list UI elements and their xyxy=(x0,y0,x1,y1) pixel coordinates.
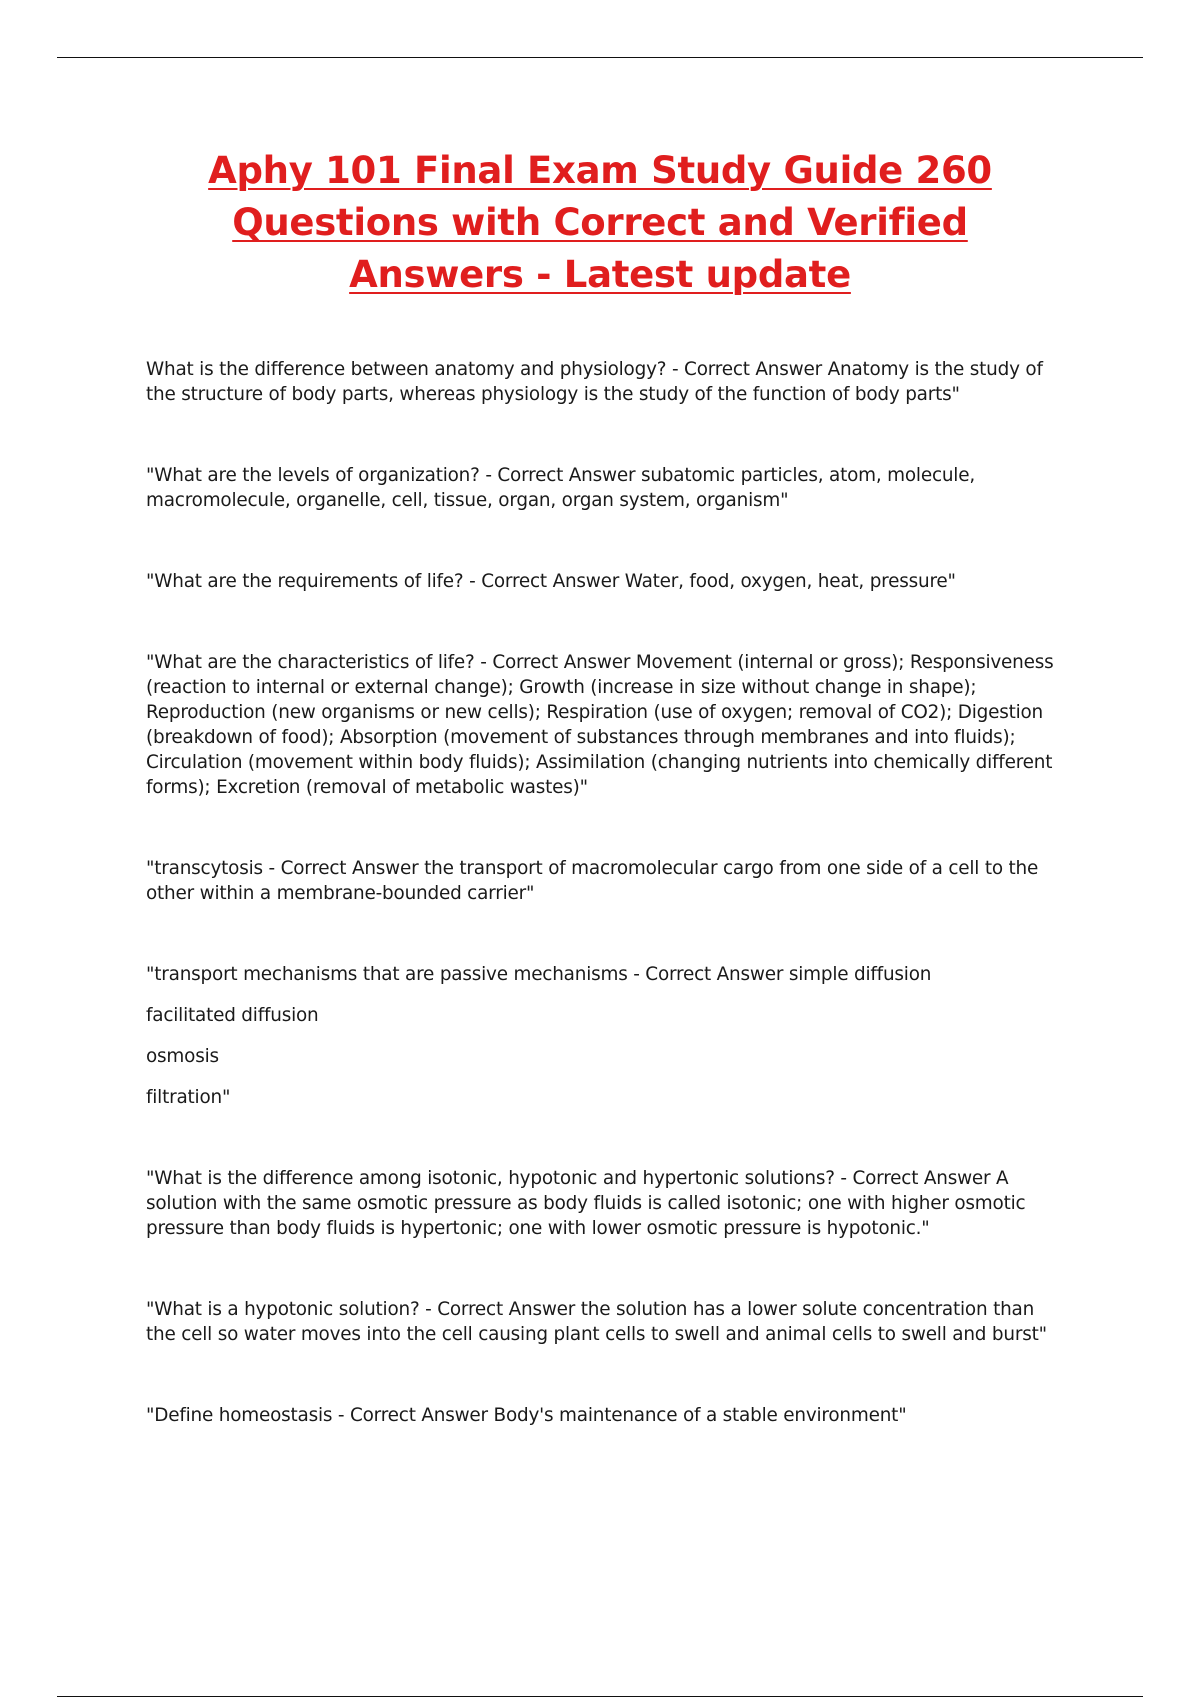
document-title: Aphy 101 Final Exam Study Guide 260 Questions with Correct and Verified Answers - Latest update xyxy=(208,149,992,296)
qa-entry: "What are the levels of organization? - Correct Answer subatomic particles, atom, molecule, macromolecule, organelle, cell, tissue, organ, organ system, organism" xyxy=(146,465,975,511)
qa-entry: "transcytosis - Correct Answer the transport of macromolecular cargo from one side of a cell to the other within a membrane-bounded carrier" xyxy=(146,858,1039,904)
qa-entry: What is the difference between anatomy and physiology? - Correct Answer Anatomy is the study of the structure of body parts, whereas physiology is the study of the function of body parts" xyxy=(146,359,1043,405)
qa-entry: "What is a hypotonic solution? - Correct Answer the solution has a lower solute concentration than the cell so water moves into the cell causing plant cells to swell and animal cells to swell and burst" xyxy=(146,1299,1047,1345)
answer-list-item: filtration" xyxy=(146,1087,231,1108)
answer-list-item: facilitated diffusion xyxy=(146,1005,319,1026)
qa-entry: "transport mechanisms that are passive mechanisms - Correct Answer simple diffusion xyxy=(146,964,932,985)
top-rule xyxy=(57,57,1143,58)
bottom-rule xyxy=(57,1696,1143,1697)
document-body xyxy=(146,357,1068,1428)
qa-entry: "What are the characteristics of life? - Correct Answer Movement (internal or gross); Responsiveness (reaction to internal or external change); Growth (increase in size without change in shape); Reproduction (new organisms or new cells); Respiration (use of oxygen; removal of CO2); Digestion (breakdown of food); Absorption (movement of substances through membranes and into fluids); Circulation (movement within body fluids); Assimilation (changing nutrients into chemically different forms); Excretion (removal of metabolic wastes)" xyxy=(146,652,1054,798)
answer-list-item: osmosis xyxy=(146,1046,219,1067)
qa-entry: "What are the requirements of life? - Correct Answer Water, food, oxygen, heat, pressure" xyxy=(146,571,956,592)
qa-entry: "Define homeostasis - Correct Answer Body's maintenance of a stable environment" xyxy=(146,1405,907,1426)
qa-entry: "What is the difference among isotonic, hypotonic and hypertonic solutions? - Correct Answer A solution with the same osmotic pressure as body fluids is called isotonic; one with higher osmotic pressure than body fluids is hypertonic; one with lower osmotic pressure is hypotonic." xyxy=(146,1168,1026,1239)
